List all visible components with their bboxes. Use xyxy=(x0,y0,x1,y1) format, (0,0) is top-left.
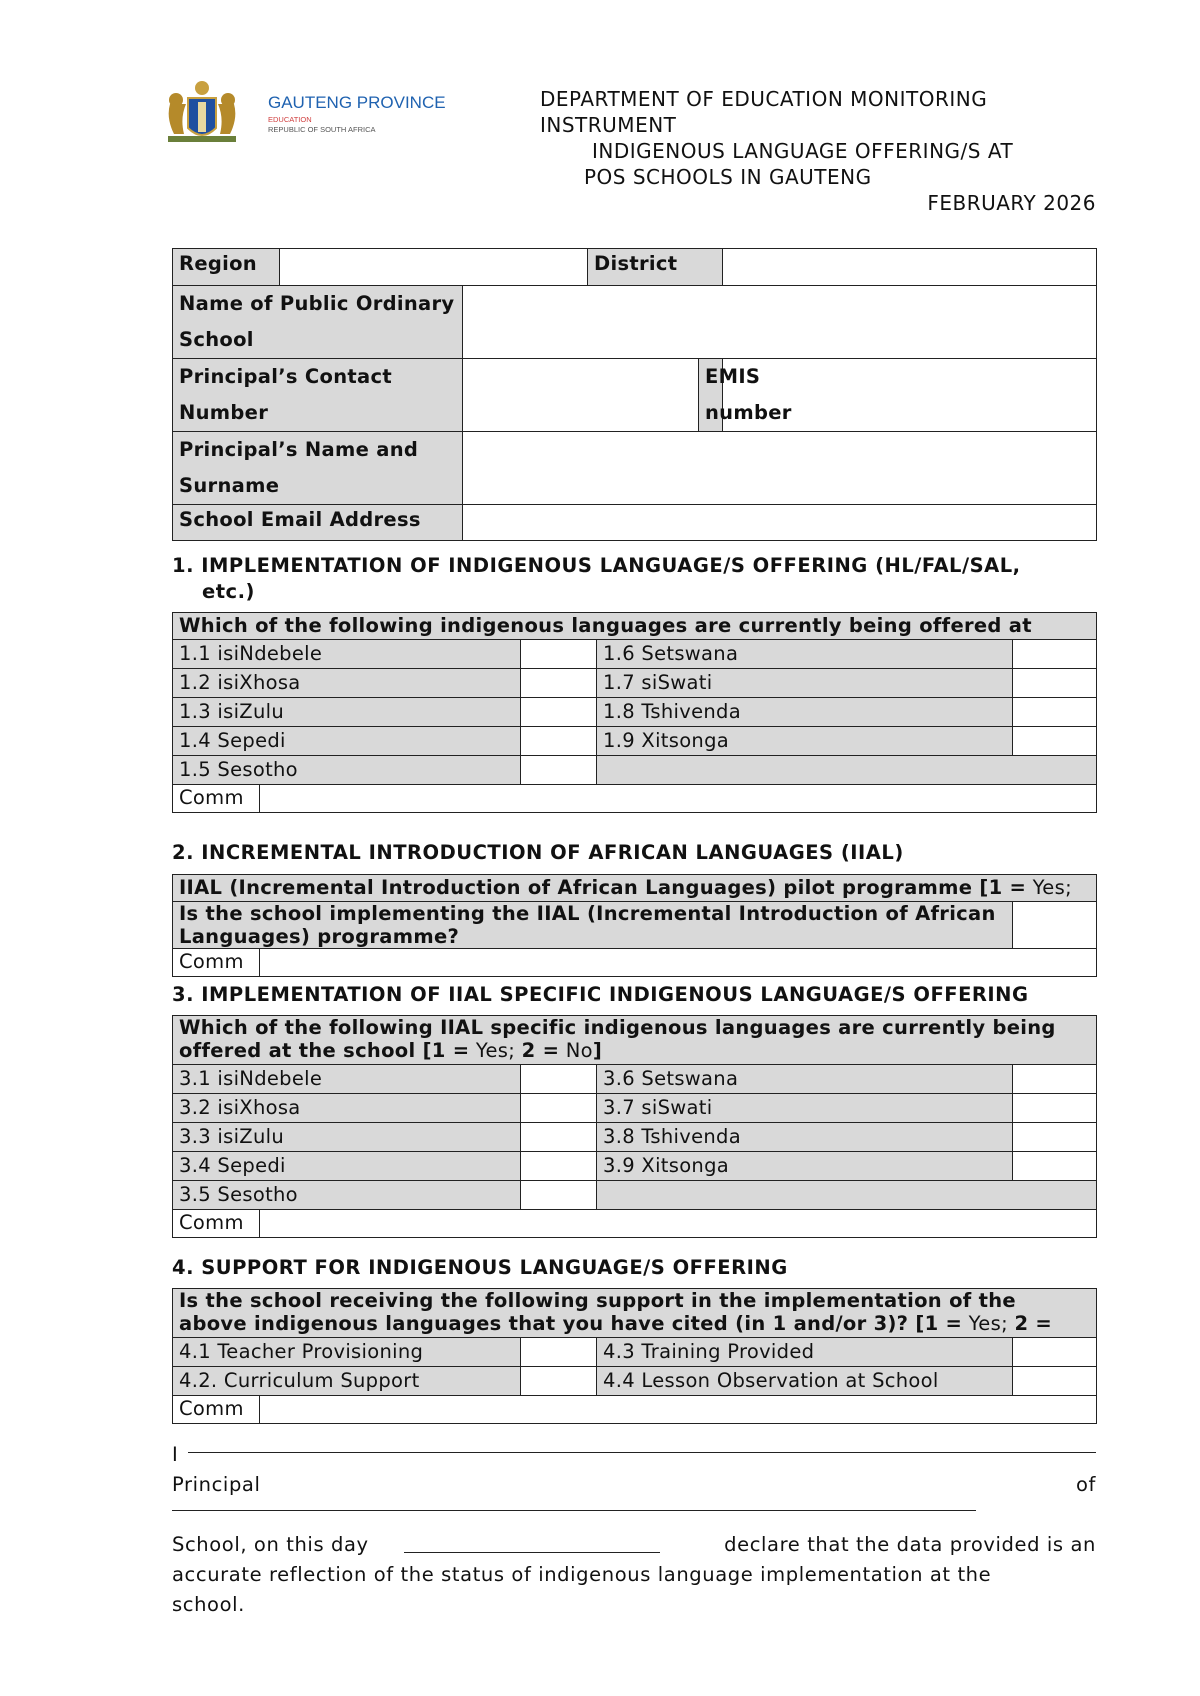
support-4-3: 4.3 Training Provided xyxy=(597,1338,1013,1367)
answer-1-4[interactable] xyxy=(521,727,597,756)
emis-label: EMIS number xyxy=(699,359,723,431)
lang-3-6: 3.6 Setswana xyxy=(597,1065,1013,1094)
section-2-comment-field[interactable] xyxy=(260,949,1097,977)
school-name-label: Name of Public Ordinary School xyxy=(173,286,463,359)
lang-3-5: 3.5 Sesotho xyxy=(173,1181,521,1210)
declaration-declare: declare that the data provided is an xyxy=(724,1533,1096,1556)
lang-3-3: 3.3 isiZulu xyxy=(173,1123,521,1152)
lang-1-3: 1.3 isiZulu xyxy=(173,698,521,727)
answer-3-7[interactable] xyxy=(1013,1094,1097,1123)
lang-1-2: 1.2 isiXhosa xyxy=(173,669,521,698)
section-1-title-cont: etc.) xyxy=(202,580,255,603)
iial-answer[interactable] xyxy=(1013,902,1097,949)
answer-3-1[interactable] xyxy=(521,1065,597,1094)
lang-1-6: 1.6 Setswana xyxy=(597,640,1013,669)
section-4-comment-field[interactable] xyxy=(260,1396,1097,1424)
answer-1-2[interactable] xyxy=(521,669,597,698)
answer-1-1[interactable] xyxy=(521,640,597,669)
answer-3-6[interactable] xyxy=(1013,1065,1097,1094)
lang-3-1: 3.1 isiNdebele xyxy=(173,1065,521,1094)
gauteng-province-logo xyxy=(160,58,460,150)
answer-3-2[interactable] xyxy=(521,1094,597,1123)
section-1-table xyxy=(172,612,1097,813)
support-4-1: 4.1 Teacher Provisioning xyxy=(173,1338,521,1367)
answer-1-9[interactable] xyxy=(1013,727,1097,756)
answer-1-8[interactable] xyxy=(1013,698,1097,727)
section-3-table xyxy=(172,1015,1097,1238)
lang-1-5: 1.5 Sesotho xyxy=(173,756,521,785)
svg-text:EDUCATION: EDUCATION xyxy=(268,115,312,124)
lang-3-8: 3.8 Tshivenda xyxy=(597,1123,1013,1152)
answer-1-6[interactable] xyxy=(1013,640,1097,669)
lang-3-4: 3.4 Sepedi xyxy=(173,1152,521,1181)
svg-text:GAUTENG PROVINCE: GAUTENG PROVINCE xyxy=(268,93,446,112)
declaration-of: of xyxy=(1076,1473,1096,1496)
comment-label: Comm xyxy=(173,785,260,813)
header-line-2: INSTRUMENT xyxy=(540,113,677,137)
support-4-2: 4.2. Curriculum Support xyxy=(173,1367,521,1396)
header-line-4: POS SCHOOLS IN GAUTENG xyxy=(584,165,872,189)
support-4-4: 4.4 Lesson Observation at School xyxy=(597,1367,1013,1396)
answer-4-2[interactable] xyxy=(521,1367,597,1396)
school-info-table xyxy=(172,248,1097,541)
section-4-title: 4. SUPPORT FOR INDIGENOUS LANGUAGE/S OFFERING xyxy=(172,1256,788,1279)
header-line-1: DEPARTMENT OF EDUCATION MONITORING xyxy=(540,87,988,111)
lang-1-8: 1.8 Tshivenda xyxy=(597,698,1013,727)
principal-name-line[interactable] xyxy=(188,1452,1096,1453)
header-date: FEBRUARY 2026 xyxy=(927,191,1096,215)
comment-label: Comm xyxy=(173,1210,260,1238)
declaration-principal: Principal xyxy=(172,1473,261,1496)
section-3-comment-field[interactable] xyxy=(260,1210,1097,1238)
iial-header-yes: Yes; xyxy=(1026,876,1072,899)
lang-1-7: 1.7 siSwati xyxy=(597,669,1013,698)
lang-3-7: 3.7 siSwati xyxy=(597,1094,1013,1123)
region-label: Region xyxy=(173,249,280,286)
principal-name-field[interactable] xyxy=(463,432,1097,505)
principal-name-label: Principal’s Name and Surname xyxy=(173,432,463,505)
header-line-3: INDIGENOUS LANGUAGE OFFERING/S AT xyxy=(592,139,1014,163)
section-2-table xyxy=(172,874,1097,977)
email-label: School Email Address xyxy=(173,505,463,541)
section-4-question: Is the school receiving the following support in the implementation of the above indigenous languages that you have cited (in 1 and/or 3)? [1 = Yes; 2 = xyxy=(173,1289,1097,1338)
school-name-field[interactable] xyxy=(463,286,1097,359)
section-1-question: Which of the following indigenous languages are currently being offered at xyxy=(173,613,1097,640)
declaration-line-2: accurate reflection of the status of indigenous language implementation at the xyxy=(172,1563,992,1586)
answer-4-1[interactable] xyxy=(521,1338,597,1367)
comment-label: Comm xyxy=(173,949,260,977)
answer-1-7[interactable] xyxy=(1013,669,1097,698)
region-field[interactable] xyxy=(280,249,588,286)
section-1-comment-field[interactable] xyxy=(260,785,1097,813)
declaration-line-3: school. xyxy=(172,1593,245,1616)
contact-number-field[interactable] xyxy=(463,359,699,431)
school-name-line[interactable] xyxy=(172,1510,976,1511)
section-1-title: 1. IMPLEMENTATION OF INDIGENOUS LANGUAGE/S OFFERING (HL/FAL/SAL, xyxy=(172,554,1021,577)
answer-3-4[interactable] xyxy=(521,1152,597,1181)
district-field[interactable] xyxy=(723,249,1097,286)
comment-label: Comm xyxy=(173,1396,260,1424)
contact-number-label: Principal’s Contact Number xyxy=(173,359,463,432)
svg-text:REPUBLIC OF SOUTH AFRICA: REPUBLIC OF SOUTH AFRICA xyxy=(268,125,376,134)
section-2-title: 2. INCREMENTAL INTRODUCTION OF AFRICAN LANGUAGES (IIAL) xyxy=(172,841,904,864)
lang-1-4: 1.4 Sepedi xyxy=(173,727,521,756)
section-4-table xyxy=(172,1288,1097,1424)
declaration-i: I xyxy=(172,1443,179,1466)
answer-3-5[interactable] xyxy=(521,1181,597,1210)
answer-3-3[interactable] xyxy=(521,1123,597,1152)
answer-3-9[interactable] xyxy=(1013,1152,1097,1181)
coat-of-arms-icon xyxy=(168,81,236,142)
lang-3-9: 3.9 Xitsonga xyxy=(597,1152,1013,1181)
lang-1-1: 1.1 isiNdebele xyxy=(173,640,521,669)
email-field[interactable] xyxy=(463,505,1097,541)
answer-1-3[interactable] xyxy=(521,698,597,727)
lang-3-2: 3.2 isiXhosa xyxy=(173,1094,521,1123)
lang-1-9: 1.9 Xitsonga xyxy=(597,727,1013,756)
section-3-question: Which of the following IIAL specific indigenous languages are currently being offered at the school [1 = Yes; 2 = No] xyxy=(173,1016,1097,1065)
answer-4-4[interactable] xyxy=(1013,1367,1097,1396)
iial-question: Is the school implementing the IIAL (Incremental Introduction of African Languages) programme? xyxy=(173,902,1013,949)
answer-1-5[interactable] xyxy=(521,756,597,785)
declaration-school-on: School, on this day xyxy=(172,1533,369,1556)
section-3-title: 3. IMPLEMENTATION OF IIAL SPECIFIC INDIGENOUS LANGUAGE/S OFFERING xyxy=(172,983,1029,1006)
district-label: District xyxy=(588,249,723,286)
iial-header: IIAL (Incremental Introduction of African Languages) pilot programme [1 = xyxy=(179,876,1027,899)
answer-3-8[interactable] xyxy=(1013,1123,1097,1152)
answer-4-3[interactable] xyxy=(1013,1338,1097,1367)
